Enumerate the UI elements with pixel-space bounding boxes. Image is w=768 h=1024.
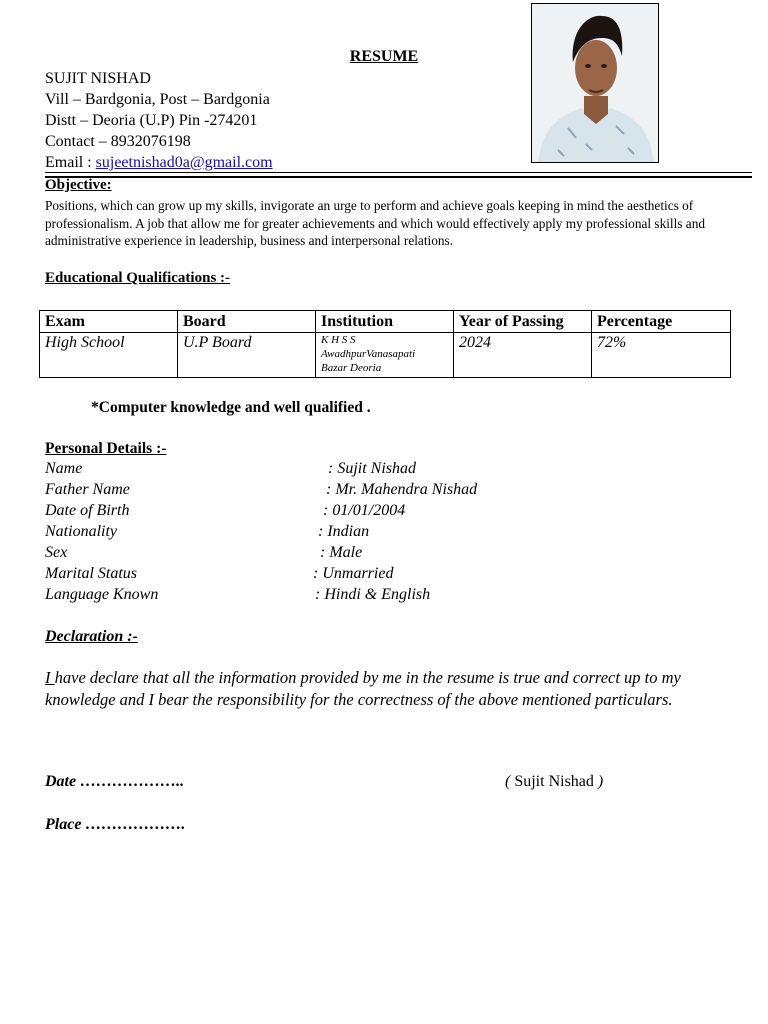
detail-label: Father Name <box>45 481 130 498</box>
computer-knowledge-note: *Computer knowledge and well qualified . <box>91 399 371 416</box>
education-heading: Educational Qualifications :- <box>45 270 231 286</box>
column-header-institution: Institution <box>316 311 454 333</box>
table-header-row <box>40 311 731 333</box>
objective-text: Positions, which can grow up my skills, invigorate an urge to perform and achieve goals keeping in mind the aesthetics of professionalism. A job that allow me for greater achievements and which would effectively apply my professional skills and administrative experience in leadership, business and interpersonal relations. <box>45 198 706 248</box>
column-header-board: Board <box>178 311 316 333</box>
detail-label: Nationality <box>45 523 117 540</box>
declaration-body: have declare that all the information provided by me in the resume is true and correct up to my knowledge and I bear the responsibility for the correctness of the above mentioned particulars. <box>45 668 681 709</box>
detail-value: : Mr. Mahendra Nishad <box>326 481 478 498</box>
cell-institution <box>316 333 454 378</box>
detail-value: : Unmarried <box>313 565 394 582</box>
declaration-text <box>45 667 735 710</box>
column-header-percentage: Percentage <box>592 311 731 333</box>
cell-year: 2024 <box>454 333 592 378</box>
institution-line-3: Bazar Deoria <box>321 362 382 374</box>
detail-label: Date of Birth <box>45 502 130 519</box>
header-rule-thin <box>45 172 752 173</box>
header-rule-thick <box>45 176 752 178</box>
email-line <box>45 152 273 173</box>
signature-name: Sujit Nishad <box>514 773 594 790</box>
detail-value: : Indian <box>318 523 370 540</box>
cell-board: U.P Board <box>178 333 316 378</box>
profile-photo <box>531 3 659 163</box>
signature-close-paren: ) <box>593 773 604 790</box>
institution-line-1: K H S S <box>321 334 356 346</box>
person-photo-icon <box>532 4 659 163</box>
declaration-first-word: I <box>45 668 55 687</box>
detail-label: Sex <box>45 544 68 561</box>
column-header-year: Year of Passing <box>454 311 592 333</box>
email-label: Email : <box>45 154 96 171</box>
applicant-name: SUJIT NISHAD <box>45 70 151 87</box>
date-field: Date ……………….. <box>45 773 185 790</box>
cell-exam: High School <box>40 333 178 378</box>
address-line-1: Vill – Bardgonia, Post – Bardgonia <box>45 91 270 108</box>
contact-block <box>45 68 273 173</box>
detail-value: : 01/01/2004 <box>323 502 406 519</box>
resume-title: RESUME <box>349 48 419 65</box>
address-line-2: Distt – Deoria (U.P) Pin -274201 <box>45 112 258 129</box>
detail-value: : Sujit Nishad <box>328 460 417 477</box>
email-link[interactable]: sujeetnishad0a@gmail.com <box>95 154 273 171</box>
education-table <box>39 310 731 378</box>
objective-heading: Objective: <box>45 177 112 193</box>
detail-label: Name <box>45 460 83 477</box>
place-field: Place ………………. <box>45 816 186 833</box>
detail-label: Marital Status <box>45 565 138 582</box>
signature-block <box>505 773 603 791</box>
table-row <box>40 333 731 378</box>
signature-open-paren: ( <box>505 773 515 790</box>
declaration-heading: Declaration :- <box>45 628 138 645</box>
institution-line-2: AwadhpurVanasapati <box>321 348 416 360</box>
detail-value: : Hindi & English <box>315 586 431 603</box>
detail-value: : Male <box>320 544 363 561</box>
cell-percentage: 72% <box>592 333 731 378</box>
personal-details-heading: Personal Details :- <box>45 440 167 457</box>
detail-label: Language Known <box>45 586 159 603</box>
column-header-exam: Exam <box>40 311 178 333</box>
contact-phone: Contact – 8932076198 <box>45 133 191 150</box>
